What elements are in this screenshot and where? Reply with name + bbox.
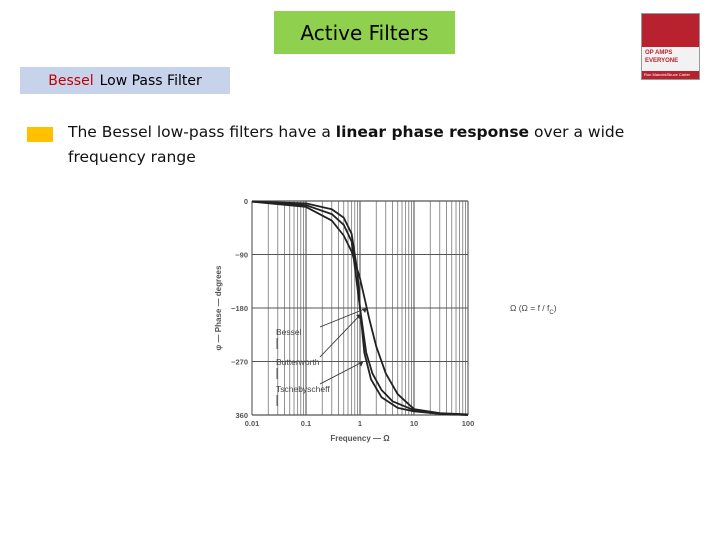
- annotation-subscript: C: [549, 310, 554, 316]
- x-tick-label: 10: [409, 419, 419, 428]
- x-tick-label: 100: [461, 419, 475, 428]
- slide-title: [274, 11, 455, 54]
- y-tick-label: −270: [231, 357, 248, 367]
- phase-response-chart: [200, 185, 600, 450]
- x-tick-label: 0.1: [300, 419, 312, 428]
- omega-annotation: [510, 303, 557, 316]
- subtitle-rest: Low Pass Filter: [99, 72, 202, 89]
- legend-arrowhead-bessel: [362, 308, 367, 313]
- y-tick-label: 360: [235, 411, 248, 420]
- x-tick-label: 0.01: [244, 419, 260, 428]
- bullet-marker: [27, 127, 53, 142]
- legend-label-butterworth: Butterworth: [276, 357, 320, 367]
- legend-arrow-tschebyscheff: [320, 362, 363, 385]
- slide-title-text: Active Filters: [300, 20, 429, 45]
- book-cover-logo: [641, 13, 700, 80]
- subtitle-highlight: Bessel: [48, 72, 94, 89]
- book-authors: Ron Mancini/Bruce Carter: [644, 72, 691, 77]
- body-text-post: over a wide frequency range: [68, 123, 625, 166]
- x-axis-label: Frequency — Ω: [330, 434, 390, 443]
- book-cover-top: [642, 14, 699, 47]
- slide-subtitle: [20, 67, 230, 94]
- body-text-pre: The Bessel low-pass filters have a: [68, 123, 336, 141]
- y-tick-label: 0: [243, 197, 248, 206]
- body-paragraph: [68, 120, 668, 170]
- body-text-bold: linear phase response: [335, 123, 530, 141]
- annotation-main: Ω (Ω = f / f: [510, 303, 550, 313]
- legend-label-tschebyscheff: Tschebyscheff: [276, 384, 330, 394]
- y-tick-label: −90: [235, 250, 248, 260]
- y-tick-label: −180: [231, 304, 248, 313]
- x-tick-label: 1: [357, 419, 363, 428]
- book-title-line1: OP AMPS: [645, 50, 673, 56]
- legend-label-bessel: Bessel: [276, 327, 302, 337]
- y-axis-label: φ — Phase — degrees: [214, 265, 223, 351]
- book-title-line2: EVERYONE: [645, 58, 679, 64]
- annotation-end: ): [553, 303, 557, 313]
